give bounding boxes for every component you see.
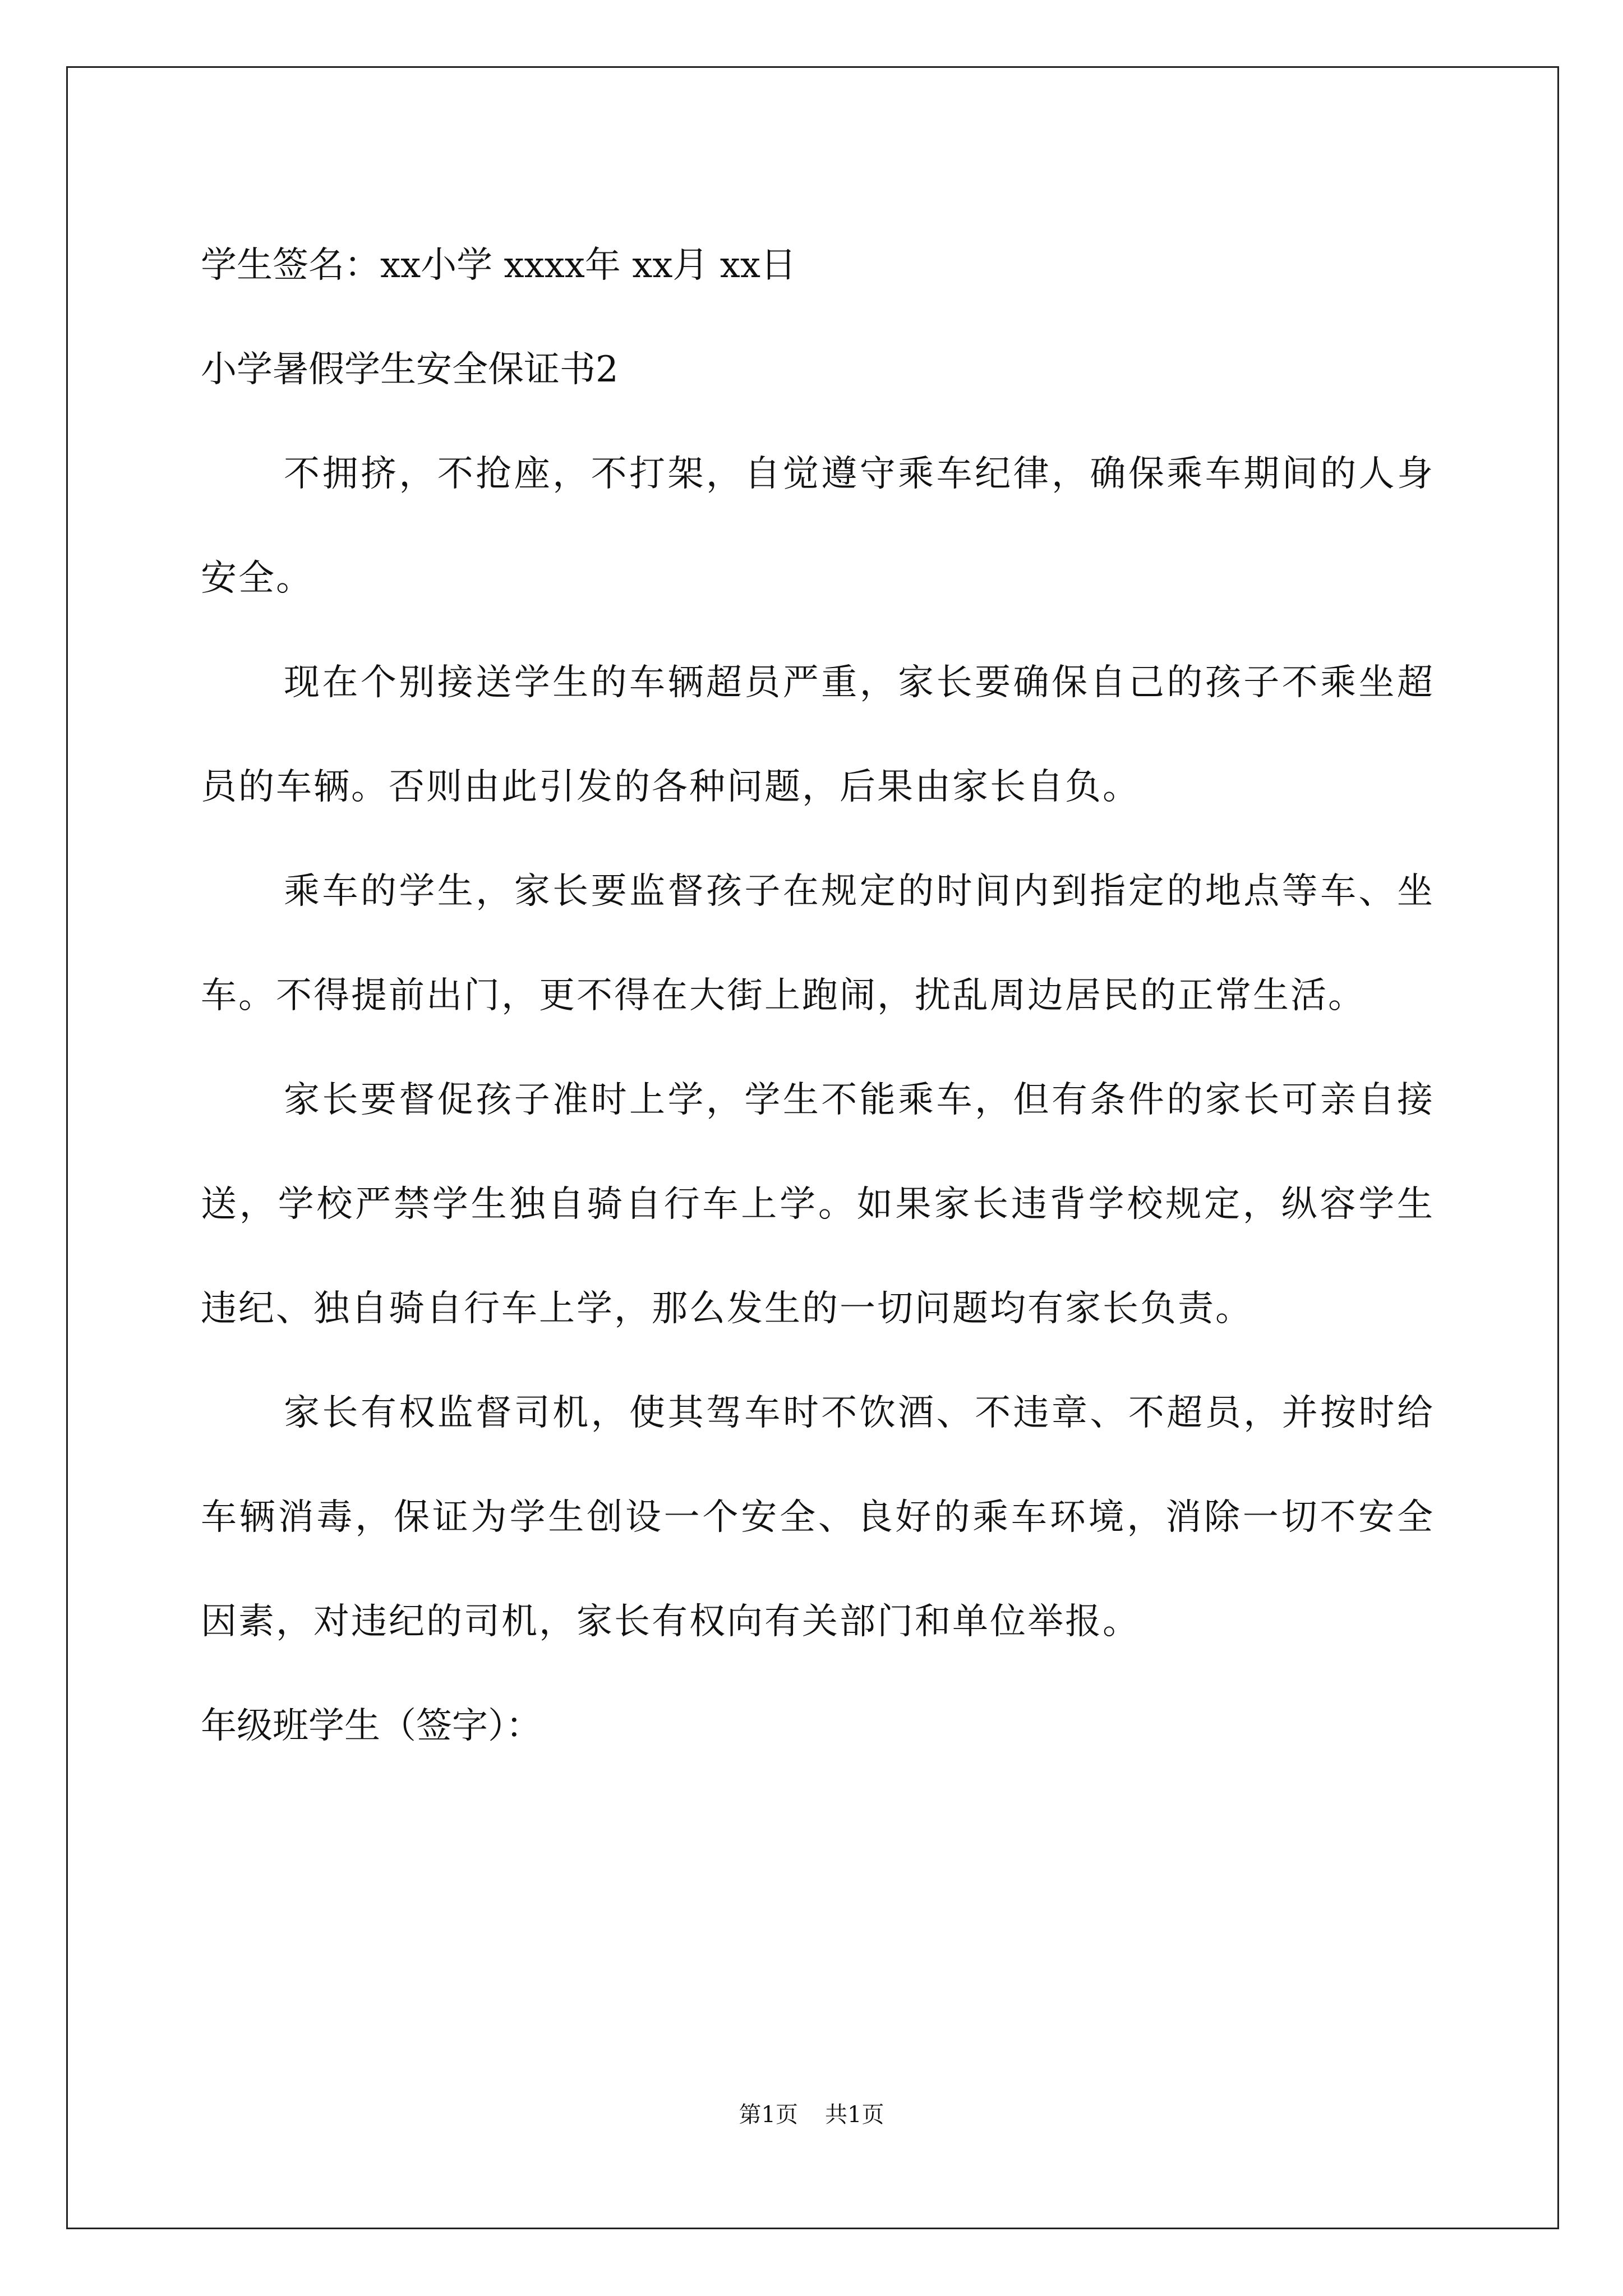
- closing-signature-line: 年级班学生（签字）：: [201, 1705, 542, 1747]
- paragraph: 家长有权监督司机，使其驾车时不饮酒、不违章、不超员，并按时给车辆消毒，保证为学生创设一个安全、良好的乘车环境，消除一切不安全因素，对违纪的司机，家长有权向有关部门和单位举报。: [201, 1392, 1435, 1642]
- document-body: [201, 213, 1435, 1778]
- page-footer: [0, 2101, 1623, 2129]
- signature-line: 学生签名：xx小学 xxxx年 xx月 xx日: [201, 245, 796, 286]
- page-number: 第1页: [739, 2102, 798, 2128]
- paragraph: 乘车的学生，家长要监督孩子在规定的时间内到指定的地点等车、坐车。不得提前出门，更不得在大街上跑闹，扰乱周边居民的正常生活。: [201, 871, 1435, 1016]
- document-title: 小学暑假学生安全保证书2: [201, 349, 619, 390]
- paragraph: 家长要督促孩子准时上学，学生不能乘车，但有条件的家长可亲自接送，学校严禁学生独自骑自行车上学。如果家长违背学校规定，纵容学生违纪、独自骑自行车上学，那么发生的一切问题均有家长负责。: [201, 1079, 1435, 1329]
- page-total: 共1页: [825, 2102, 884, 2128]
- paragraph: 现在个别接送学生的车辆超员严重，家长要确保自己的孩子不乘坐超员的车辆。否则由此引发的各种问题，后果由家长自负。: [201, 662, 1435, 808]
- paragraph: 不拥挤，不抢座，不打架，自觉遵守乘车纪律，确保乘车期间的人身安全。: [201, 453, 1435, 599]
